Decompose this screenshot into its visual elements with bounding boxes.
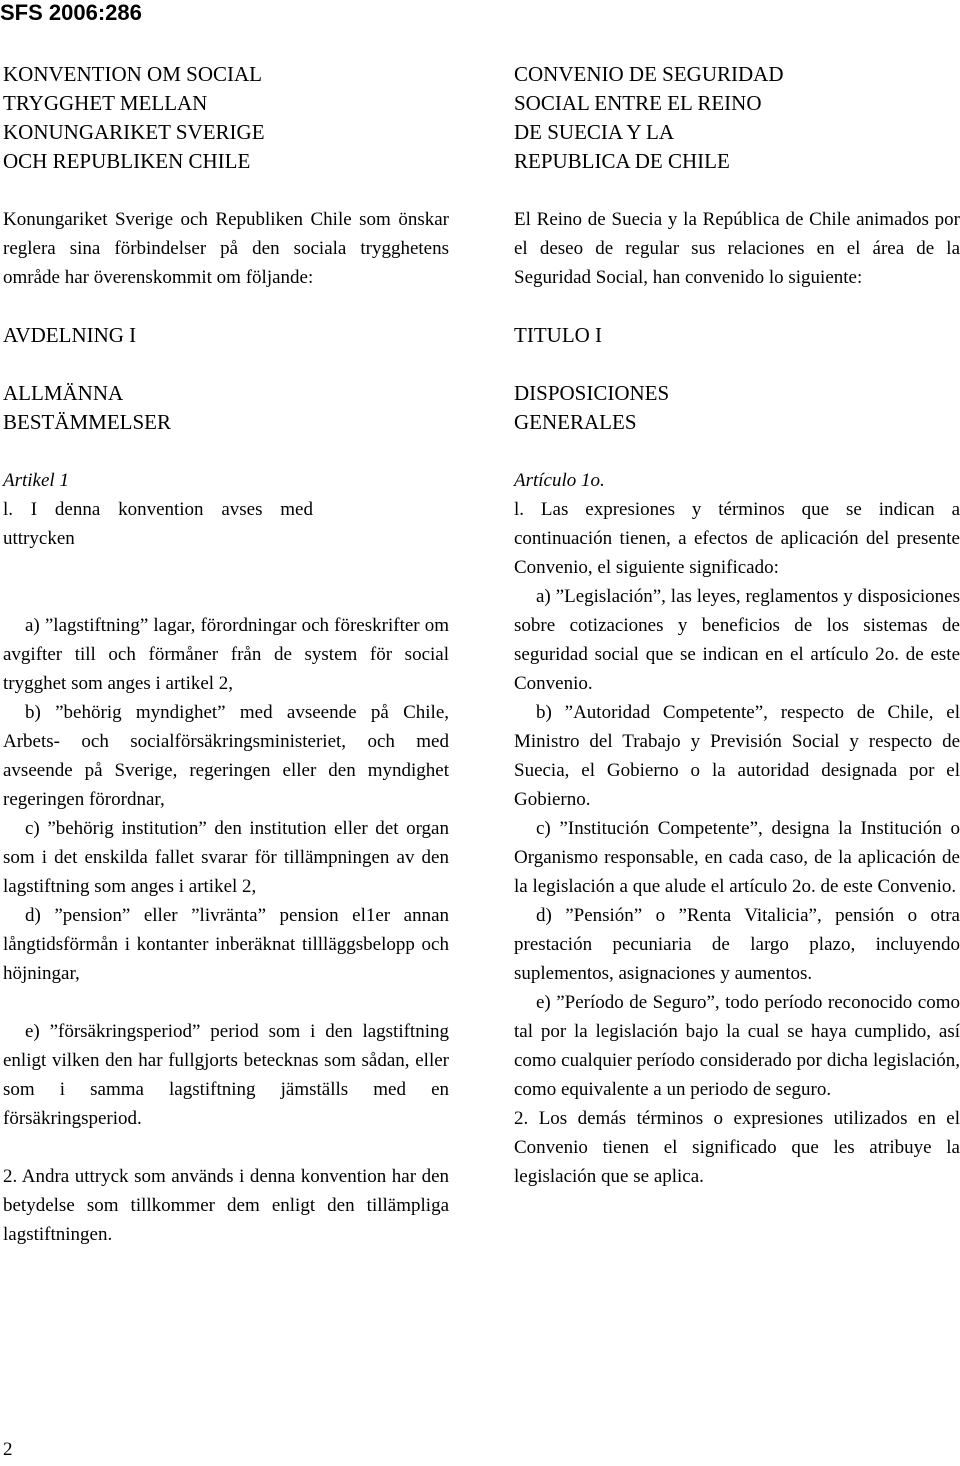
spanish-part-title: [514, 379, 960, 437]
spanish-item-c: c) ”Institución Competente”, designa la Institución o Organismo responsable, en cada caso, de la aplicación de la legislación a que alude el artículo 2o. de este Convenio.: [514, 818, 960, 897]
swedish-title: [3, 60, 449, 176]
title-line: TRYGGHET MELLAN: [3, 91, 208, 115]
part-title-line: DISPOSICIONES: [514, 381, 670, 405]
spanish-item-d: d) ”Pensión” o ”Renta Vitalicia”, pensión o otra prestación pecuniaria de largo plazo, incluyendo suplementos, asignaciones y aumentos.: [514, 905, 960, 984]
swedish-paragraph-2: 2. Andra uttryck som används i denna konvention har den betydelse som tillkommer dem enligt den tillämpliga lagstiftningen.: [3, 1166, 449, 1245]
page-header-sfs: SFS 2006:286: [0, 0, 142, 25]
part-title-line: GENERALES: [514, 410, 637, 434]
title-line: KONVENTION OM SOCIAL: [3, 62, 262, 86]
swedish-article-heading: Artikel 1: [3, 470, 69, 491]
page-number: 2: [3, 1439, 13, 1460]
title-line: SOCIAL ENTRE EL REINO: [514, 91, 762, 115]
spanish-item-a: a) ”Legislación”, las leyes, reglamentos y disposiciones sobre cotizaciones y beneficios de los sistemas de seguridad social que se indican en el artículo 2o. de este Convenio.: [514, 586, 960, 694]
swedish-item-e: e) ”försäkringsperiod” period som i den lagstiftning enligt vilken den har fullgjorts betecknas som sådan, eller som i samma lagstiftning jämställs med en försäkringsperiod.: [3, 1021, 449, 1129]
swedish-part-label: AVDELNING I: [3, 323, 137, 347]
spanish-title: [514, 60, 960, 176]
spanish-paragraph-1: l. Las expresiones y términos que se indican a continuación tienen, a efectos de aplicación del presente Convenio, el siguiente significado:: [514, 499, 960, 578]
swedish-part-title: [3, 379, 449, 437]
swedish-preamble: Konungariket Sverige och Republiken Chile som önskar reglera sina förbindelser på den sociala trygghetens område har överenskommit om följande:: [3, 209, 449, 288]
part-title-line: BESTÄMMELSER: [3, 410, 172, 434]
spanish-item-b: b) ”Autoridad Competente”, respecto de Chile, el Ministro del Trabajo y Previsión Social y respecto de Suecia, el Gobierno o la autoridad designada por el Gobierno.: [514, 702, 960, 810]
spanish-item-e: e) ”Período de Seguro”, todo período reconocido como tal por la legislación bajo la cual se haya cumplido, así como cualquier período considerado por dicha legislación, como equivalente a un periodo de seguro.: [514, 992, 960, 1100]
spanish-part-label: TITULO I: [514, 323, 603, 347]
swedish-paragraph-1: l. I denna konvention avses med uttrycken: [3, 499, 313, 549]
title-line: DE SUECIA Y LA: [514, 120, 675, 144]
spanish-preamble: El Reino de Suecia y la República de Chile animados por el deseo de regular sus relaciones en el área de la Seguridad Social, han convenido lo siguiente:: [514, 209, 960, 288]
title-line: CONVENIO DE SEGURIDAD: [514, 62, 784, 86]
swedish-item-d: d) ”pension” eller ”livränta” pension el1er annan långtidsförmån i kontanter inberäknat tillläggsbelopp och höjningar,: [3, 905, 449, 984]
swedish-item-b: b) ”behörig myndighet” med avseende på Chile, Arbets- och socialförsäkringsministeriet, och med avseende på Sverige, regeringen eller den myndighet regeringen förordnar,: [3, 702, 449, 810]
title-line: OCH REPUBLIKEN CHILE: [3, 149, 251, 173]
part-title-line: ALLMÄNNA: [3, 381, 124, 405]
spanish-column: [514, 60, 960, 1191]
spanish-paragraph-2: 2. Los demás términos o expresiones utilizados en el Convenio tienen el significado que les atribuye la legislación que se aplica.: [514, 1108, 960, 1187]
swedish-item-c: c) ”behörig institution” den institution eller det organ som i det enskilda fallet svarar för tillämpningen av den lagstiftning som anges i artikel 2,: [3, 818, 449, 897]
title-line: REPUBLICA DE CHILE: [514, 149, 730, 173]
swedish-item-a: a) ”lagstiftning” lagar, förordningar och föreskrifter om avgifter till och förmåner från de system för social trygghet som anges i artikel 2,: [3, 615, 449, 694]
title-line: KONUNGARIKET SVERIGE: [3, 120, 265, 144]
spanish-article-heading: Artículo 1o.: [514, 470, 605, 491]
swedish-column: [3, 60, 449, 1249]
